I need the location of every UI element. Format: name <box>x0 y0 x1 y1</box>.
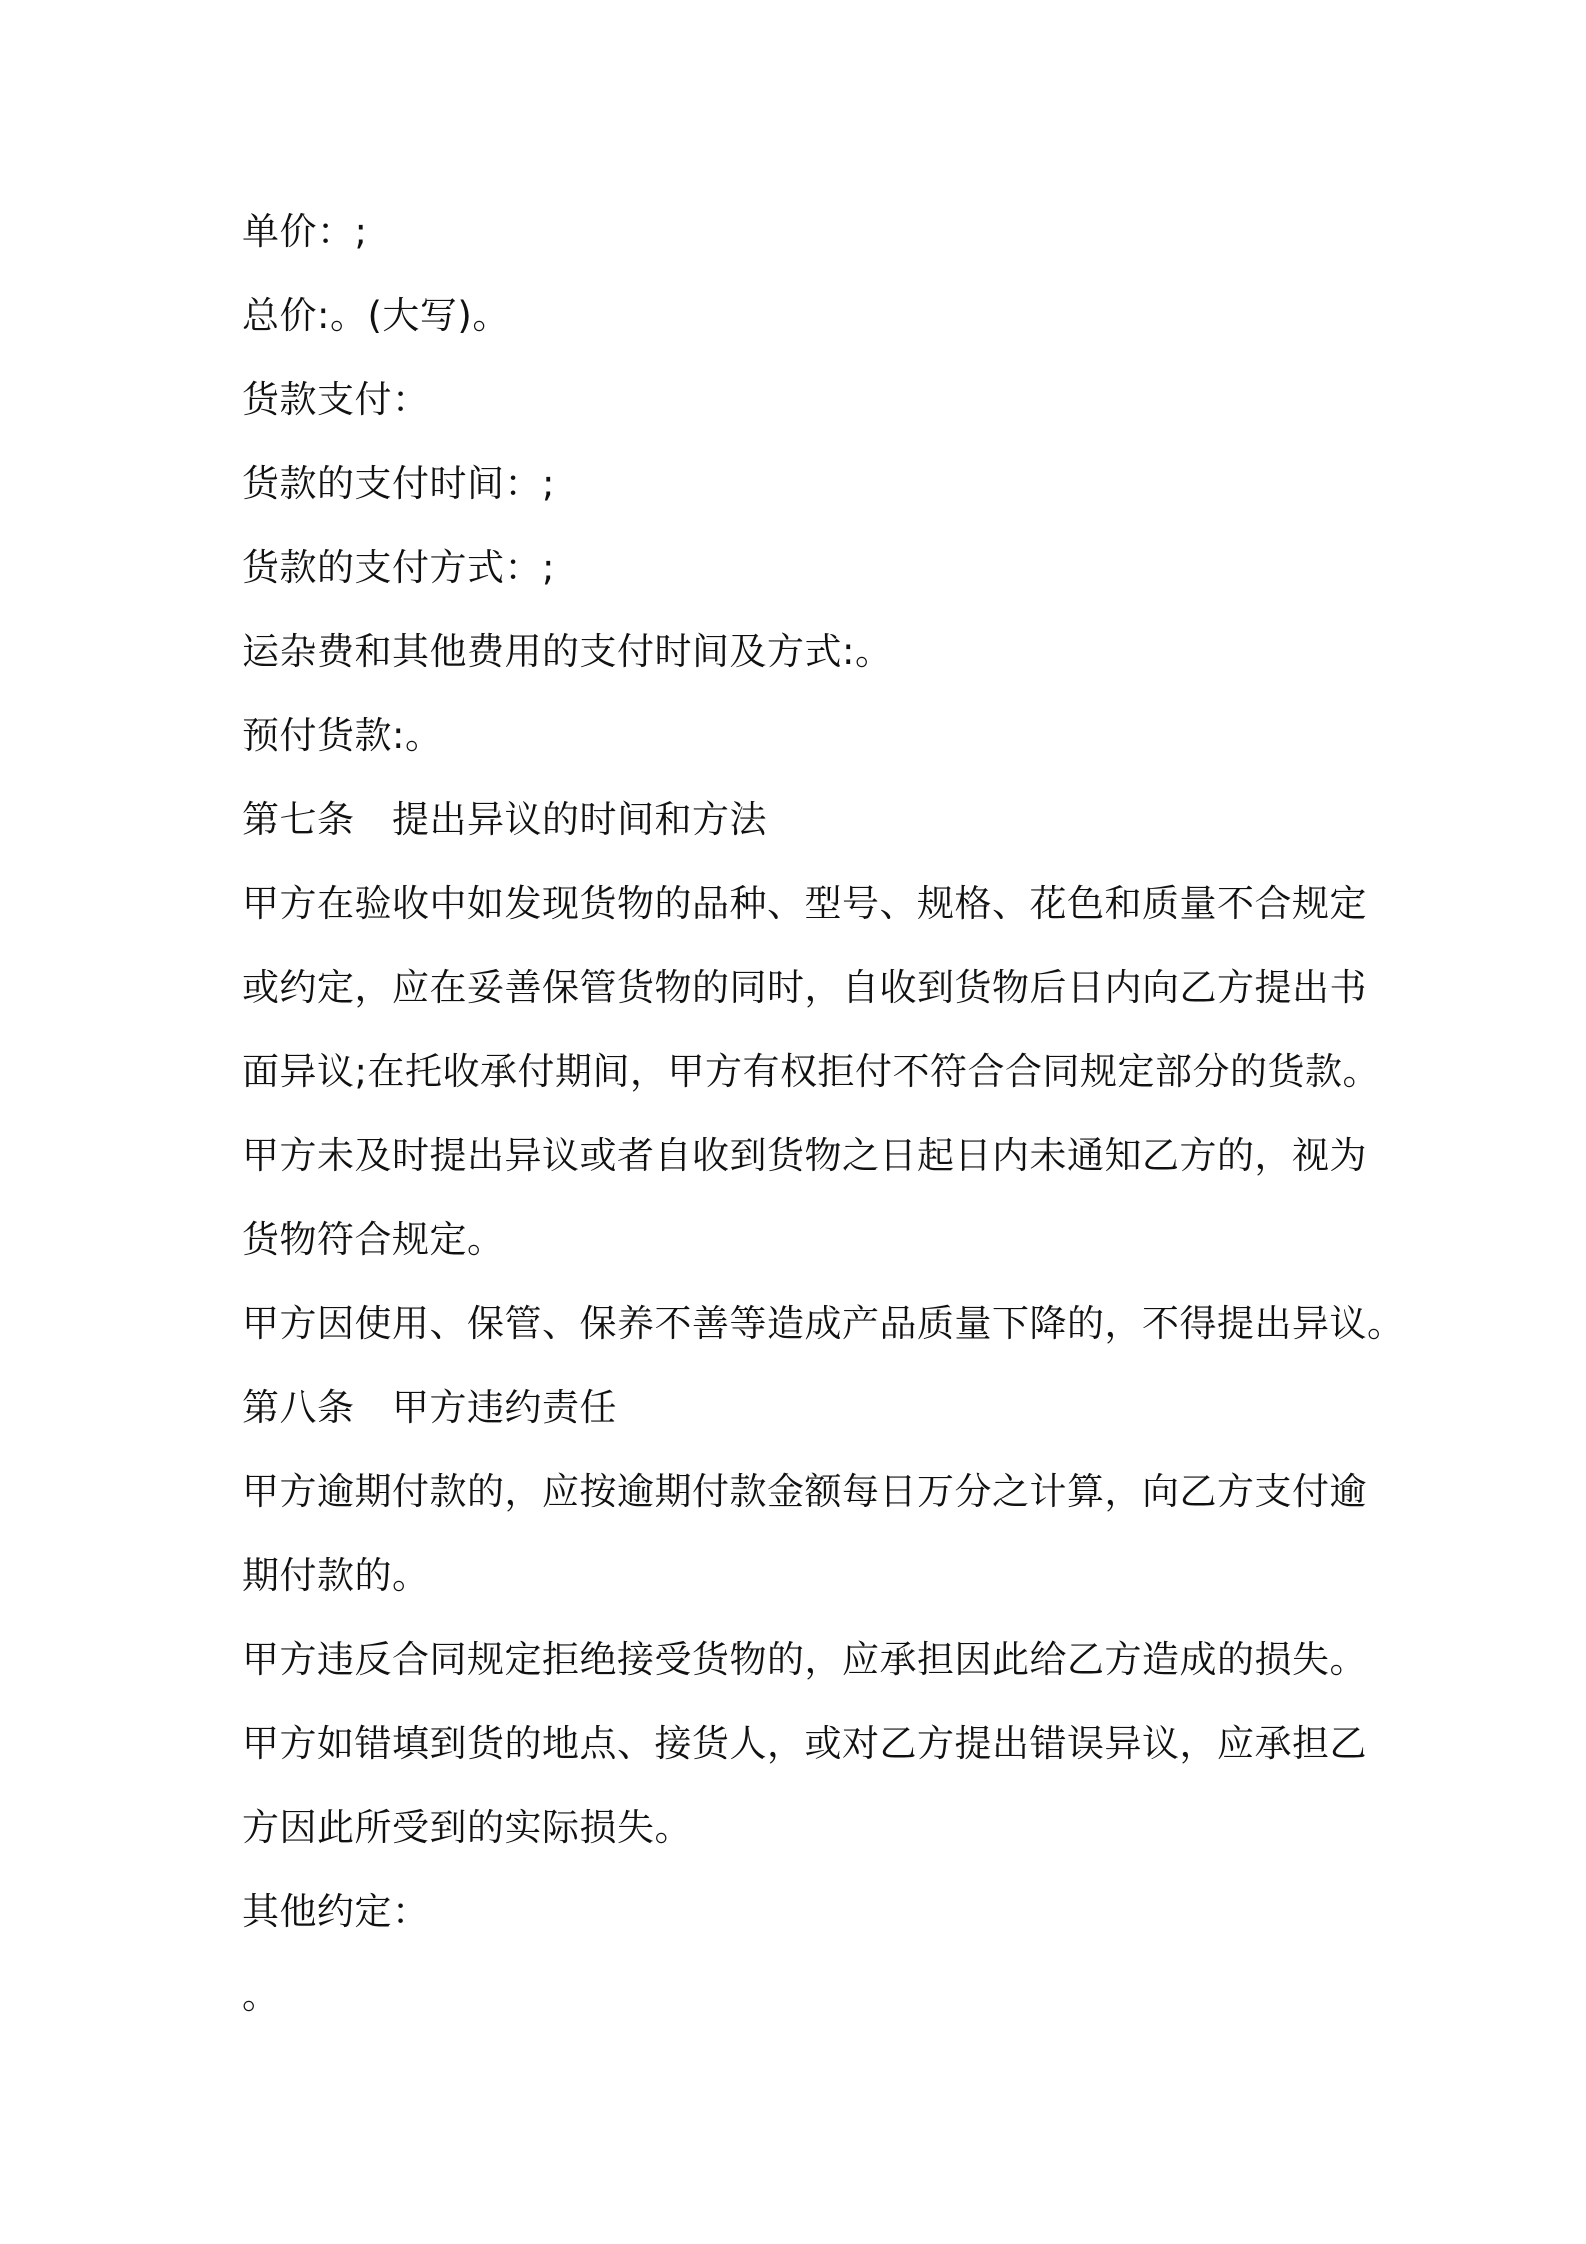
document-body <box>242 190 1405 2038</box>
article-8-p1-line: 期付款的。 <box>242 1554 430 1597</box>
article-8-p2-line: 甲方违反合同规定拒绝接受货物的，应承担因此给乙方造成的损失。 <box>242 1638 1367 1681</box>
article-7-p3-line: 甲方因使用、保管、保养不善等造成产品质量下降的，不得提出异议。 <box>242 1302 1405 1345</box>
article-8-p3-line: 方因此所受到的实际损失。 <box>242 1806 692 1849</box>
article-8-p3-line: 甲方如错填到货的地点、接货人，或对乙方提出错误异议，应承担乙 <box>242 1722 1367 1765</box>
total-price-line: 总价:。(大写)。 <box>242 294 510 337</box>
unit-price-line: 单价：; <box>242 210 368 253</box>
payment-heading: 货款支付： <box>242 378 430 421</box>
article-7-heading <box>242 778 1362 862</box>
article-7-p1-line: 甲方在验收中如发现货物的品种、型号、规格、花色和质量不合规定 <box>242 882 1367 925</box>
article-8-title: 甲方违约责任 <box>392 1386 617 1429</box>
payment-time-line: 货款的支付时间：; <box>242 462 555 505</box>
article-8-heading <box>242 1366 1362 1450</box>
other-agreements-label: 其他约定： <box>242 1890 430 1933</box>
payment-method-line: 货款的支付方式：; <box>242 546 555 589</box>
prepayment-line: 预付货款:。 <box>242 714 443 757</box>
article-7-p2-line: 货物符合规定。 <box>242 1218 505 1261</box>
article-8-p1-line: 甲方逾期付款的，应按逾期付款金额每日万分之计算，向乙方支付逾 <box>242 1470 1367 1513</box>
other-agreements-value: 。 <box>242 1974 280 2017</box>
article-7-title: 提出异议的时间和方法 <box>392 798 767 841</box>
article-8-number: 第八条 <box>242 1386 355 1429</box>
article-7-number: 第七条 <box>242 798 355 841</box>
article-7-p1-line: 面异议;在托收承付期间，甲方有权拒付不符合合同规定部分的货款。 <box>242 1050 1380 1093</box>
article-7-p2-line: 甲方未及时提出异议或者自收到货物之日起日内未通知乙方的，视为 <box>242 1134 1367 1177</box>
freight-payment-line: 运杂费和其他费用的支付时间及方式:。 <box>242 630 893 673</box>
article-7-p1-line: 或约定，应在妥善保管货物的同时，自收到货物后日内向乙方提出书 <box>242 966 1367 1009</box>
